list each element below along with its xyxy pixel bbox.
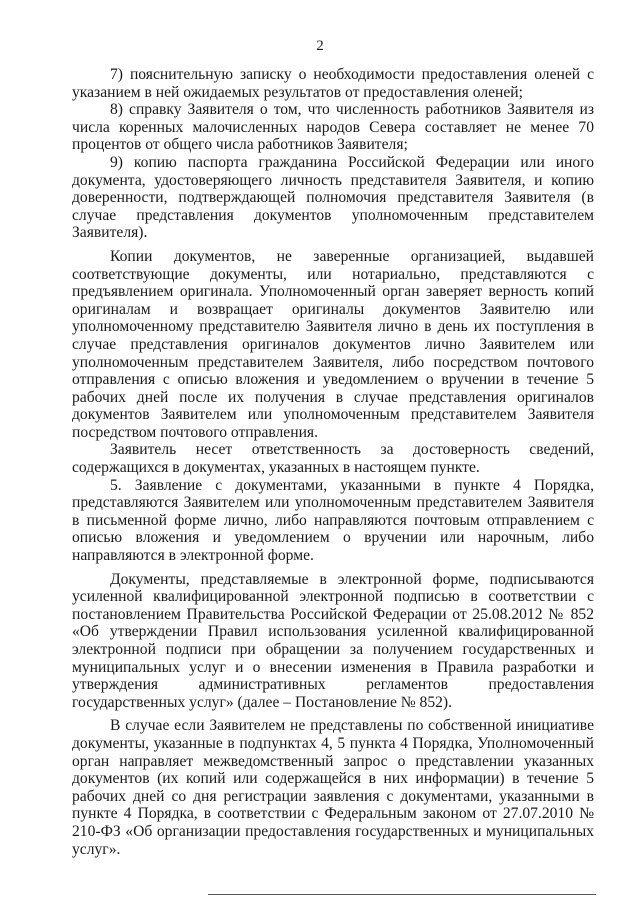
paragraph-copies: Копии документов, не заверенные организацией, выдавшей соответствующие документы, или нотариально, представляются с предъявлением оригинала. Уполномоченный орган заверяет верность копий оригиналам и возвращает оригиналы документов Заявителю или уполномоченному представителю Заявителя лично в день их поступления в случае представления оригиналов документов лично Заявителем или уполномоченным представителем Заявителя, либо посредством почтового отправления с описью вложения и уведомлением о вручении в течение 5 рабочих дней после их получения в случае представления оригиналов документов Заявителем или уполномоченным представителем Заявителя посредством почтового отправления. [72, 247, 594, 441]
paragraph-item-9: 9) копию паспорта гражданина Российской Федерации или иного документа, удостоверяющего личность представителя Заявителя, и копию доверенности, подтверждающей полномочия представителя Заявителя (в случае представления документов уполномоченным представителем Заявителя). [72, 153, 594, 242]
paragraph-section-5: 5. Заявление с документами, указанными в пункте 4 Порядка, представляются Заявителем или уполномоченным представителем Заявителя в письменной форме лично, либо направляются почтовым отправлением с описью вложения и уведомлением о вручении или нарочным, либо направляются в электронной форме. [72, 476, 594, 565]
paragraph-interagency-request: В случае если Заявителем не представлены по собственной инициативе документы, указанные в подпунктах 4, 5 пункта 4 Порядка, Уполномоченный орган направляет межведомственный запрос о представлении указанных документов (их копий или содержащейся в них информации) в течение 5 рабочих дней со дня регистрации заявления с документами, указанными в пункте 4 Порядка, в соответствии с Федеральным законом от 27.07.2010 № 210-ФЗ «Об организации предоставления государственных и муниципальных услуг». [72, 717, 594, 858]
paragraph-electronic-form: Документы, представляемые в электронной форме, подписываются усиленной квалифицированной электронной подписью в соответствии с постановлением Правительства Российской Федерации от 25.08.2012 № 852 «Об утверждении Правил использования усиленной квалифицированной электронной подписи при обращении за получением государственных и муниципальных услуг и о внесении изменения в Правила разработки и утверждения административных регламентов предоставления государственных услуг» (далее – Постановление № 852). [72, 570, 594, 711]
paragraph-responsibility: Заявитель несет ответственность за достоверность сведений, содержащихся в документах, указанных в настоящем пункте. [72, 441, 594, 477]
paragraph-item-7: 7) пояснительную записку о необходимости предоставления оленей с указанием в ней ожидаемых результатов от предоставления оленей; [72, 66, 594, 101]
document-body [72, 66, 594, 858]
footer-divider [208, 894, 596, 895]
paragraph-item-8: 8) справку Заявителя о том, что численность работников Заявителя из числа коренных малочисленных народов Севера составляет не менее 70 процентов от общего числа работников Заявителя; [72, 101, 594, 154]
page-number: 2 [316, 38, 324, 54]
